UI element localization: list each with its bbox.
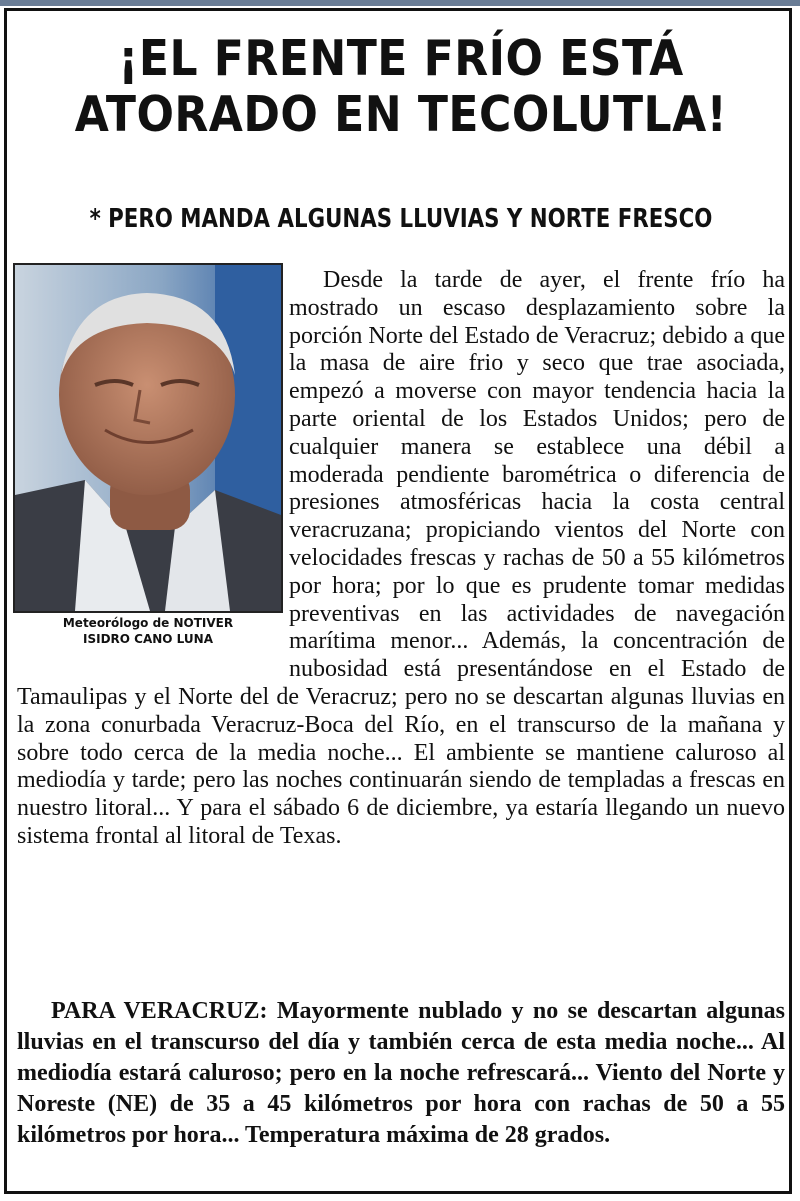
article-body	[17, 267, 785, 851]
headline: ¡EL FRENTE FRÍO ESTÁ ATORADO EN TECOLUTLA!	[74, 30, 728, 143]
subheadline: * PERO MANDA ALGUNAS LLUVIAS Y NORTE FRESCO	[89, 204, 713, 234]
top-edge-strip	[0, 0, 800, 6]
caption-line-2: ISIDRO CANO LUNA	[83, 632, 213, 646]
forecast-paragraph	[17, 996, 785, 1151]
article-frame	[4, 8, 792, 1194]
body-paragraph: Desde la tarde de ayer, el frente frío ha mostrado un escaso desplazamiento sobre la porción Norte del Estado de Veracruz; debido a que la masa de aire frio y seco que trae asociada, empezó a moverse con mayor tendencia hacia la parte oriental de los Estados Unidos; pero de cualquier manera se establece una débil a moderada pendiente barométrica o diferencia de presiones atmosféricas hacia la costa central veracruzana; propiciando vientos del Norte con velocidades frescas y rachas de 50 a 55 kilómetros por hora; por lo que es prudente tomar medidas preventivas en las actividades de navegación marítima menor... Además, la concentración de nubosidad está presentándose en el Estado de Tamaulipas y el Norte del de Veracruz; pero no se descartan algunas lluvias en la zona conurbada Veracruz-Boca del Río, en el transcurso de la mañana y sobre todo cerca de la media noche... El ambiente se mantiene caluroso al mediodía y tarde; pero las noches continuarán siendo de templadas a frescas en nuestro litoral... Y para el sábado 6 de diciembre, ya estaría llegando un nuevo sistema frontal al litoral de Texas.	[17, 267, 785, 849]
photo-wrap-spacer	[17, 267, 289, 667]
caption-line-1: Meteorólogo de NOTIVER	[62, 616, 234, 630]
forecast-text: Mayormente nublado y no se descartan algunas lluvias en el transcurso del día y también cerca de esta media noche... Al mediodía estará caluroso; pero en la noche refrescará... Viento del Norte y Noreste (NE) de 35 a 45 kilómetros por hora con rachas de 50 a 55 kilómetros por hora... Temperatura máxima de 28 grados.	[17, 998, 786, 1148]
forecast-label: PARA VERACRUZ:	[51, 998, 268, 1024]
